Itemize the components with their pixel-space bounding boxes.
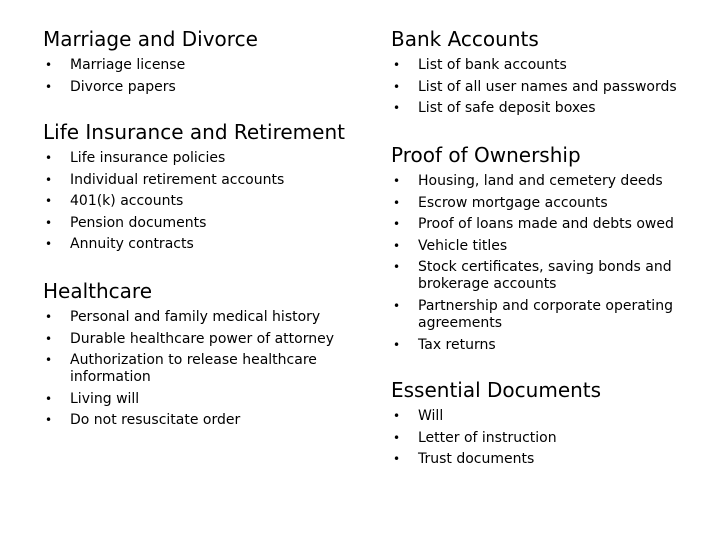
list-item-text: Personal and family medical history [70,309,321,325]
section-essential-documents [391,378,716,473]
list-item [391,430,716,447]
bullet-list [43,150,373,253]
list-item-text: Escrow mortgage accounts [418,194,608,211]
list-item-text: List of all user names and passwords [418,78,677,95]
section-healthcare [43,279,373,434]
bullet-icon: • [45,194,53,209]
list-item [391,337,716,354]
list-item [391,100,716,117]
list-item [391,451,716,468]
bullet-icon: • [45,79,53,94]
bullet-list [391,173,716,354]
list-item-text: Individual retirement accounts [70,171,285,188]
bullet-icon: • [393,174,401,188]
section-heading: Life Insurance and Retirement [43,120,345,144]
list-item-text: List of bank accounts [418,57,567,73]
bullet-icon: • [393,409,401,423]
bullet-icon: • [393,101,401,116]
bullet-list [391,57,716,117]
list-item [43,412,373,429]
bullet-icon: • [393,260,401,275]
bullet-icon: • [45,310,53,324]
section-marriage-divorce [43,27,373,100]
list-item [391,216,716,233]
list-item [391,173,716,190]
list-item-text: Letter of instruction [418,429,557,446]
list-item-text: Durable healthcare power of attorney [70,330,335,347]
list-item [391,408,716,425]
list-item [43,309,373,326]
list-item-text: Life insurance policies [70,150,226,166]
list-item-text: Trust documents [418,451,535,468]
list-item [43,215,373,232]
bullet-icon: • [45,215,53,230]
bullet-icon: • [393,298,401,313]
list-item [391,79,716,96]
bullet-list [43,57,373,96]
bullet-icon: • [393,337,401,352]
bullet-icon: • [393,58,401,72]
list-item [391,238,716,255]
section-life-insurance-retirement [43,120,373,258]
list-item-text: Authorization to release healthcare information [70,352,317,386]
list-item [391,57,716,74]
list-item-text: Tax returns [418,336,496,353]
list-item-text: List of safe deposit boxes [418,100,596,117]
list-item [391,298,716,332]
bullet-icon: • [45,353,53,368]
bullet-list [391,408,716,468]
bullet-icon: • [45,151,53,165]
bullet-icon: • [45,58,53,72]
section-heading: Essential Documents [391,378,602,402]
list-item [43,391,373,408]
list-item [43,57,373,74]
list-item [43,352,373,386]
bullet-icon: • [393,238,401,253]
list-item-text: Vehicle titles [418,237,508,254]
list-item [43,236,373,253]
section-bank-accounts [391,27,716,122]
list-item-text: Proof of loans made and debts owed [418,216,674,233]
bullet-icon: • [393,430,401,445]
list-item-text: Pension documents [70,214,207,231]
list-item-text: Divorce papers [70,78,176,95]
list-item-text: Stock certificates, saving bonds and brokerage accounts [418,259,672,293]
bullet-icon: • [393,195,401,210]
bullet-icon: • [45,391,53,406]
section-heading: Proof of Ownership [391,143,581,167]
list-item-text: Marriage license [70,57,186,73]
list-item [43,150,373,167]
bullet-icon: • [45,172,53,187]
bullet-icon: • [45,237,53,252]
list-item-text: Housing, land and cemetery deeds [418,173,663,189]
section-heading: Healthcare [43,279,153,303]
list-item [43,79,373,96]
list-item [391,259,716,293]
bullet-icon: • [393,217,401,232]
bullet-icon: • [393,452,401,467]
list-item-text: Will [418,408,444,424]
list-item [43,172,373,189]
section-proof-of-ownership [391,143,716,358]
list-item-text: Partnership and corporate operating agreements [418,297,673,331]
list-item-text: Living will [70,390,140,407]
section-heading: Marriage and Divorce [43,27,258,51]
bullet-list [43,309,373,429]
bullet-icon: • [45,331,53,346]
list-item-text: Annuity contracts [70,236,194,253]
section-heading: Bank Accounts [391,27,539,51]
list-item-text: 401(k) accounts [70,193,184,210]
list-item [43,193,373,210]
list-item-text: Do not resuscitate order [70,412,241,429]
list-item [43,331,373,348]
list-item [391,195,716,212]
bullet-icon: • [393,79,401,94]
bullet-icon: • [45,413,53,428]
